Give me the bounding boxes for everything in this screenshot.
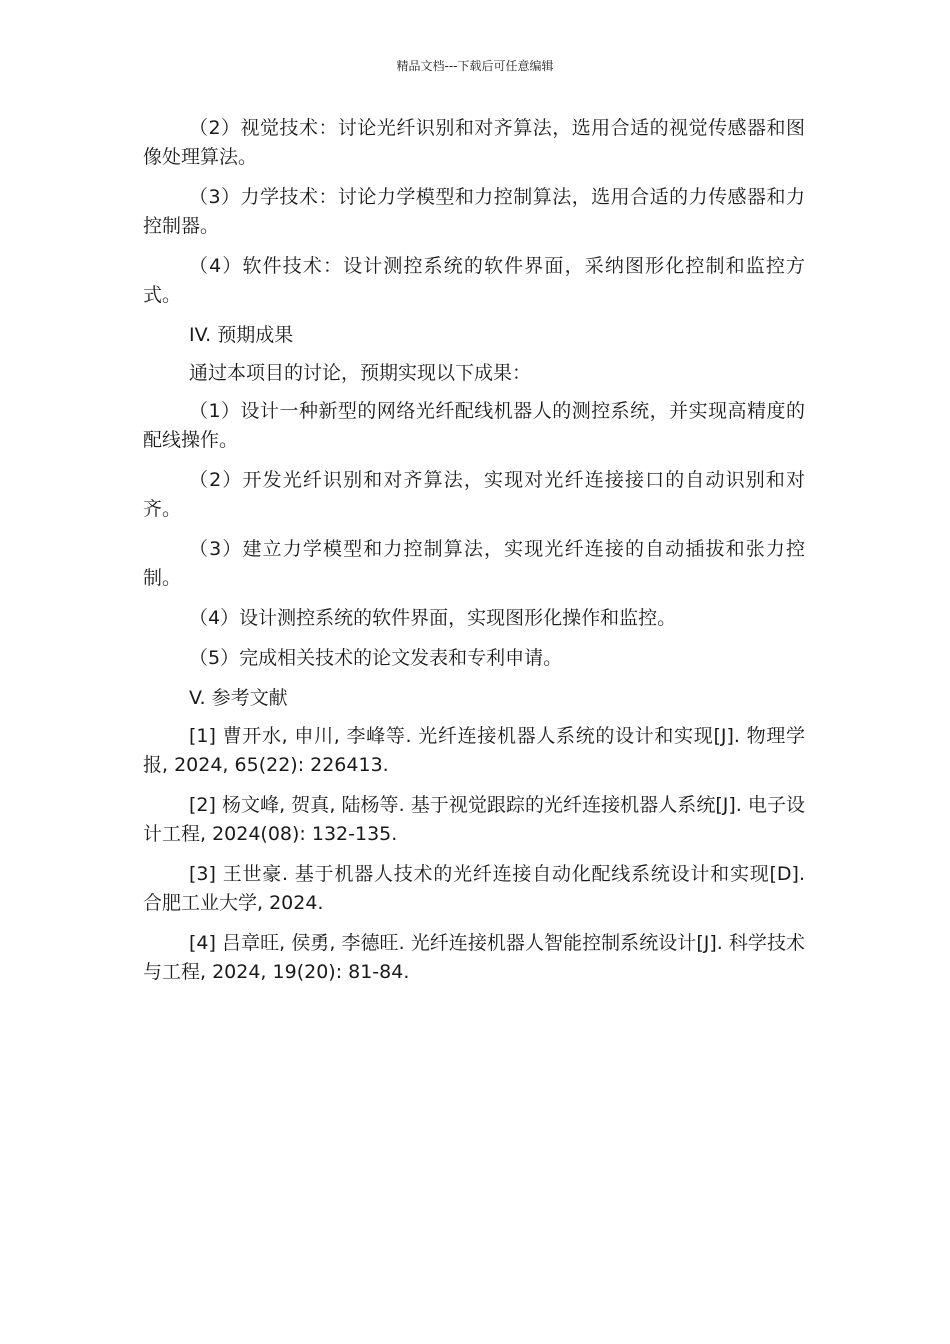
- reference-2: [2] 杨文峰, 贺真, 陆杨等. 基于视觉跟踪的光纤连接机器人系统[J]. 电子设计工程, 2024(08): 132-135.: [143, 794, 805, 845]
- item-vision-tech: （2）视觉技术：讨论光纤识别和对齐算法，选用合适的视觉传感器和图像处理算法。: [143, 117, 805, 168]
- reference-3: [3] 王世豪. 基于机器人技术的光纤连接自动化配线系统设计和实现[D]. 合肥工业大学, 2024.: [143, 863, 805, 914]
- document-body: [143, 114, 805, 998]
- section-heading-expected-results: IV. 预期成果: [189, 324, 294, 346]
- expected-results-intro: 通过本项目的讨论，预期实现以下成果：: [189, 362, 532, 384]
- reference-4: [4] 吕章旺, 侯勇, 李德旺. 光纤连接机器人智能控制系统设计[J]. 科学技术与工程, 2024, 19(20): 81-84.: [143, 932, 805, 983]
- result-item-2: （2）开发光纤识别和对齐算法，实现对光纤连接接口的自动识别和对齐。: [143, 469, 805, 520]
- result-item-5: （5）完成相关技术的论文发表和专利申请。: [189, 647, 563, 669]
- result-item-1: （1）设计一种新型的网络光纤配线机器人的测控系统，并实现高精度的配线操作。: [143, 400, 805, 451]
- result-item-4: （4）设计测控系统的软件界面，实现图形化操作和监控。: [189, 607, 677, 629]
- reference-1: [1] 曹开水, 申川, 李峰等. 光纤连接机器人系统的设计和实现[J]. 物理学报, 2024, 65(22): 226413.: [143, 725, 805, 776]
- item-mechanics-tech: （3）力学技术：讨论力学模型和力控制算法，选用合适的力传感器和力控制器。: [143, 186, 805, 237]
- result-item-3: （3）建立力学模型和力控制算法，实现光纤连接的自动插拔和张力控制。: [143, 538, 805, 589]
- page-header: 精品文档---下载后可任意编辑: [396, 59, 554, 73]
- section-heading-references: V. 参考文献: [189, 687, 288, 709]
- item-software-tech: （4）软件技术：设计测控系统的软件界面，采纳图形化控制和监控方式。: [143, 255, 805, 306]
